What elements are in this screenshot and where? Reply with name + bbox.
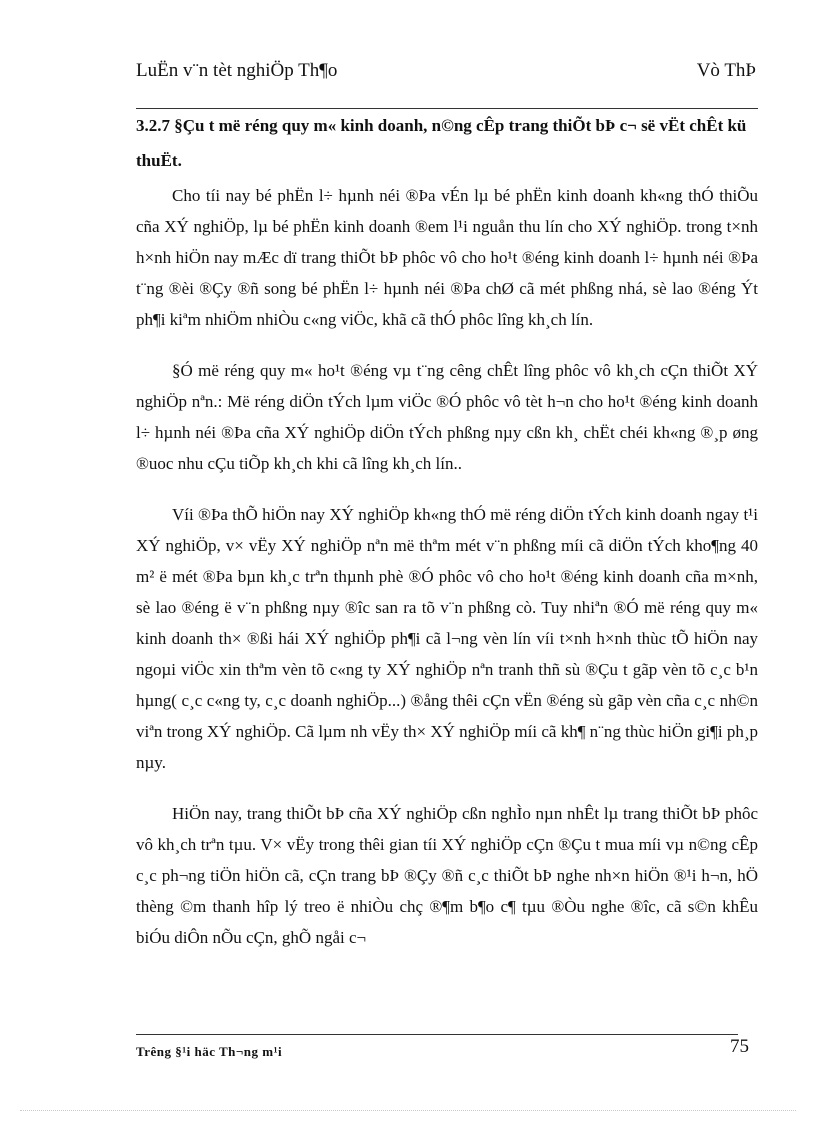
paragraph: Cho tíi nay bé phËn l÷ hµnh néi ®Þa vÉn lµ bé phËn kinh doanh kh«ng thÓ thiÕu cña XÝ nghiÖp, lµ bé phËn kinh doanh ®em l¹i nguån thu lín cho XÝ nghiÖp. trong t×nh h×nh hiÖn nay mÆc dï trang thiÕt bÞ phôc vô cho ho¹t ®éng kinh doanh l÷ hµnh néi ®Þa t¨ng ®èi ®Çy ®ñ song bé phËn l÷ hµnh néi ®Þa chØ cã mét phßng nhá, sè lao ®éng Ýt ph¶i kiªm nhiÖm nhiÒu c«ng viÖc, khã cã thÓ phôc lîng kh¸ch lín. (136, 186, 758, 329)
page-edge-divider (20, 1110, 796, 1111)
header-author-name: Vò ThÞ (696, 60, 756, 81)
body-text (136, 180, 758, 973)
paragraph: Víi ®Þa thÕ hiÖn nay XÝ nghiÖp kh«ng thÓ më réng diÖn tÝch kinh doanh ngay t¹i XÝ nghiÖp, v× vËy XÝ nghiÖp nªn më thªm mét v¨n phßng míi cã diÖn tÝch kho¶ng 40 m² ë mét ®Þa bµn kh¸c trªn thµnh phè ®Ó phôc vô cho ho¹t ®éng kinh doanh cña m×nh, sè lao ®éng ë v¨n phßng nµy ®îc san ra tõ v¨n phßng cò. Tuy nhiªn ®Ó më réng quy m« kinh doanh th× ®ßi hái XÝ nghiÖp ph¶i cã l¬ng vèn lín víi t×nh h×nh thùc tÕ hiÖn nay ngoµi viÖc xin thªm vèn tõ c«ng ty XÝ nghiÖp nªn tranh thñ sù ®Çu t gãp vèn tõ c¸c b¹n hµng( c¸c c«ng ty, c¸c doanh nghiÖp...) ®ång thêi cÇn vËn ®éng sù gãp vèn cña c¸c nh©n viªn trong XÝ nghiÖp. Cã lµm nh vËy th× XÝ nghiÖp míi cã kh¶ n¨ng thùc hiÖn gi¶i ph¸p nµy. (136, 505, 758, 772)
paragraph: §Ó më réng quy m« ho¹t ®éng vµ t¨ng cêng chÊt lîng phôc vô kh¸ch cÇn thiÕt XÝ nghiÖp nªn.: Më réng diÖn tÝch lµm viÖc ®Ó phôc vô tèt h¬n cho ho¹t ®éng kinh doanh l÷ hµnh néi ®Þa cña XÝ nghiÖp diÖn tÝch phßng nµy cßn kh¸ chËt chéi kh«ng ®¸p øng ®uoc nhu cÇu tiÕp kh¸ch khi cã lîng kh¸ch lín.. (136, 361, 758, 473)
footer-university: Trêng §¹i häc Th¬ng m¹i (136, 1044, 283, 1059)
header-thesis-title: LuËn v¨n tèt nghiÖp Th¶o (136, 60, 338, 81)
section-heading: 3.2.7 §Çu t më réng quy m« kinh doanh, n©ng cÊp trang thiÕt bÞ c¬ së vËt chÊt kü thuËt. (136, 116, 747, 170)
footer-divider (136, 1034, 738, 1035)
page-number: 75 (730, 1036, 749, 1057)
paragraph: HiÖn nay, trang thiÕt bÞ cña XÝ nghiÖp cßn nghÌo nµn nhÊt lµ trang thiÕt bÞ phôc vô kh¸ch trªn tµu. V× vËy trong thêi gian tíi XÝ nghiÖp cÇn ®Çu t mua míi vµ n©ng cÊp c¸c ph¬ng tiÖn hiÖn cã, cÇn trang bÞ ®Çy ®ñ c¸c thiÕt bÞ nghe nh×n hiÖn ®¹i h¬n, hÖ thèng ©m thanh hîp lý treo ë nhiÒu chç ®¶m b¶o c¶ tµu ®Òu nghe ®îc, cã s©n khÊu biÓu diÔn nÕu cÇn, ghÕ ngåi c¬ (136, 804, 758, 947)
